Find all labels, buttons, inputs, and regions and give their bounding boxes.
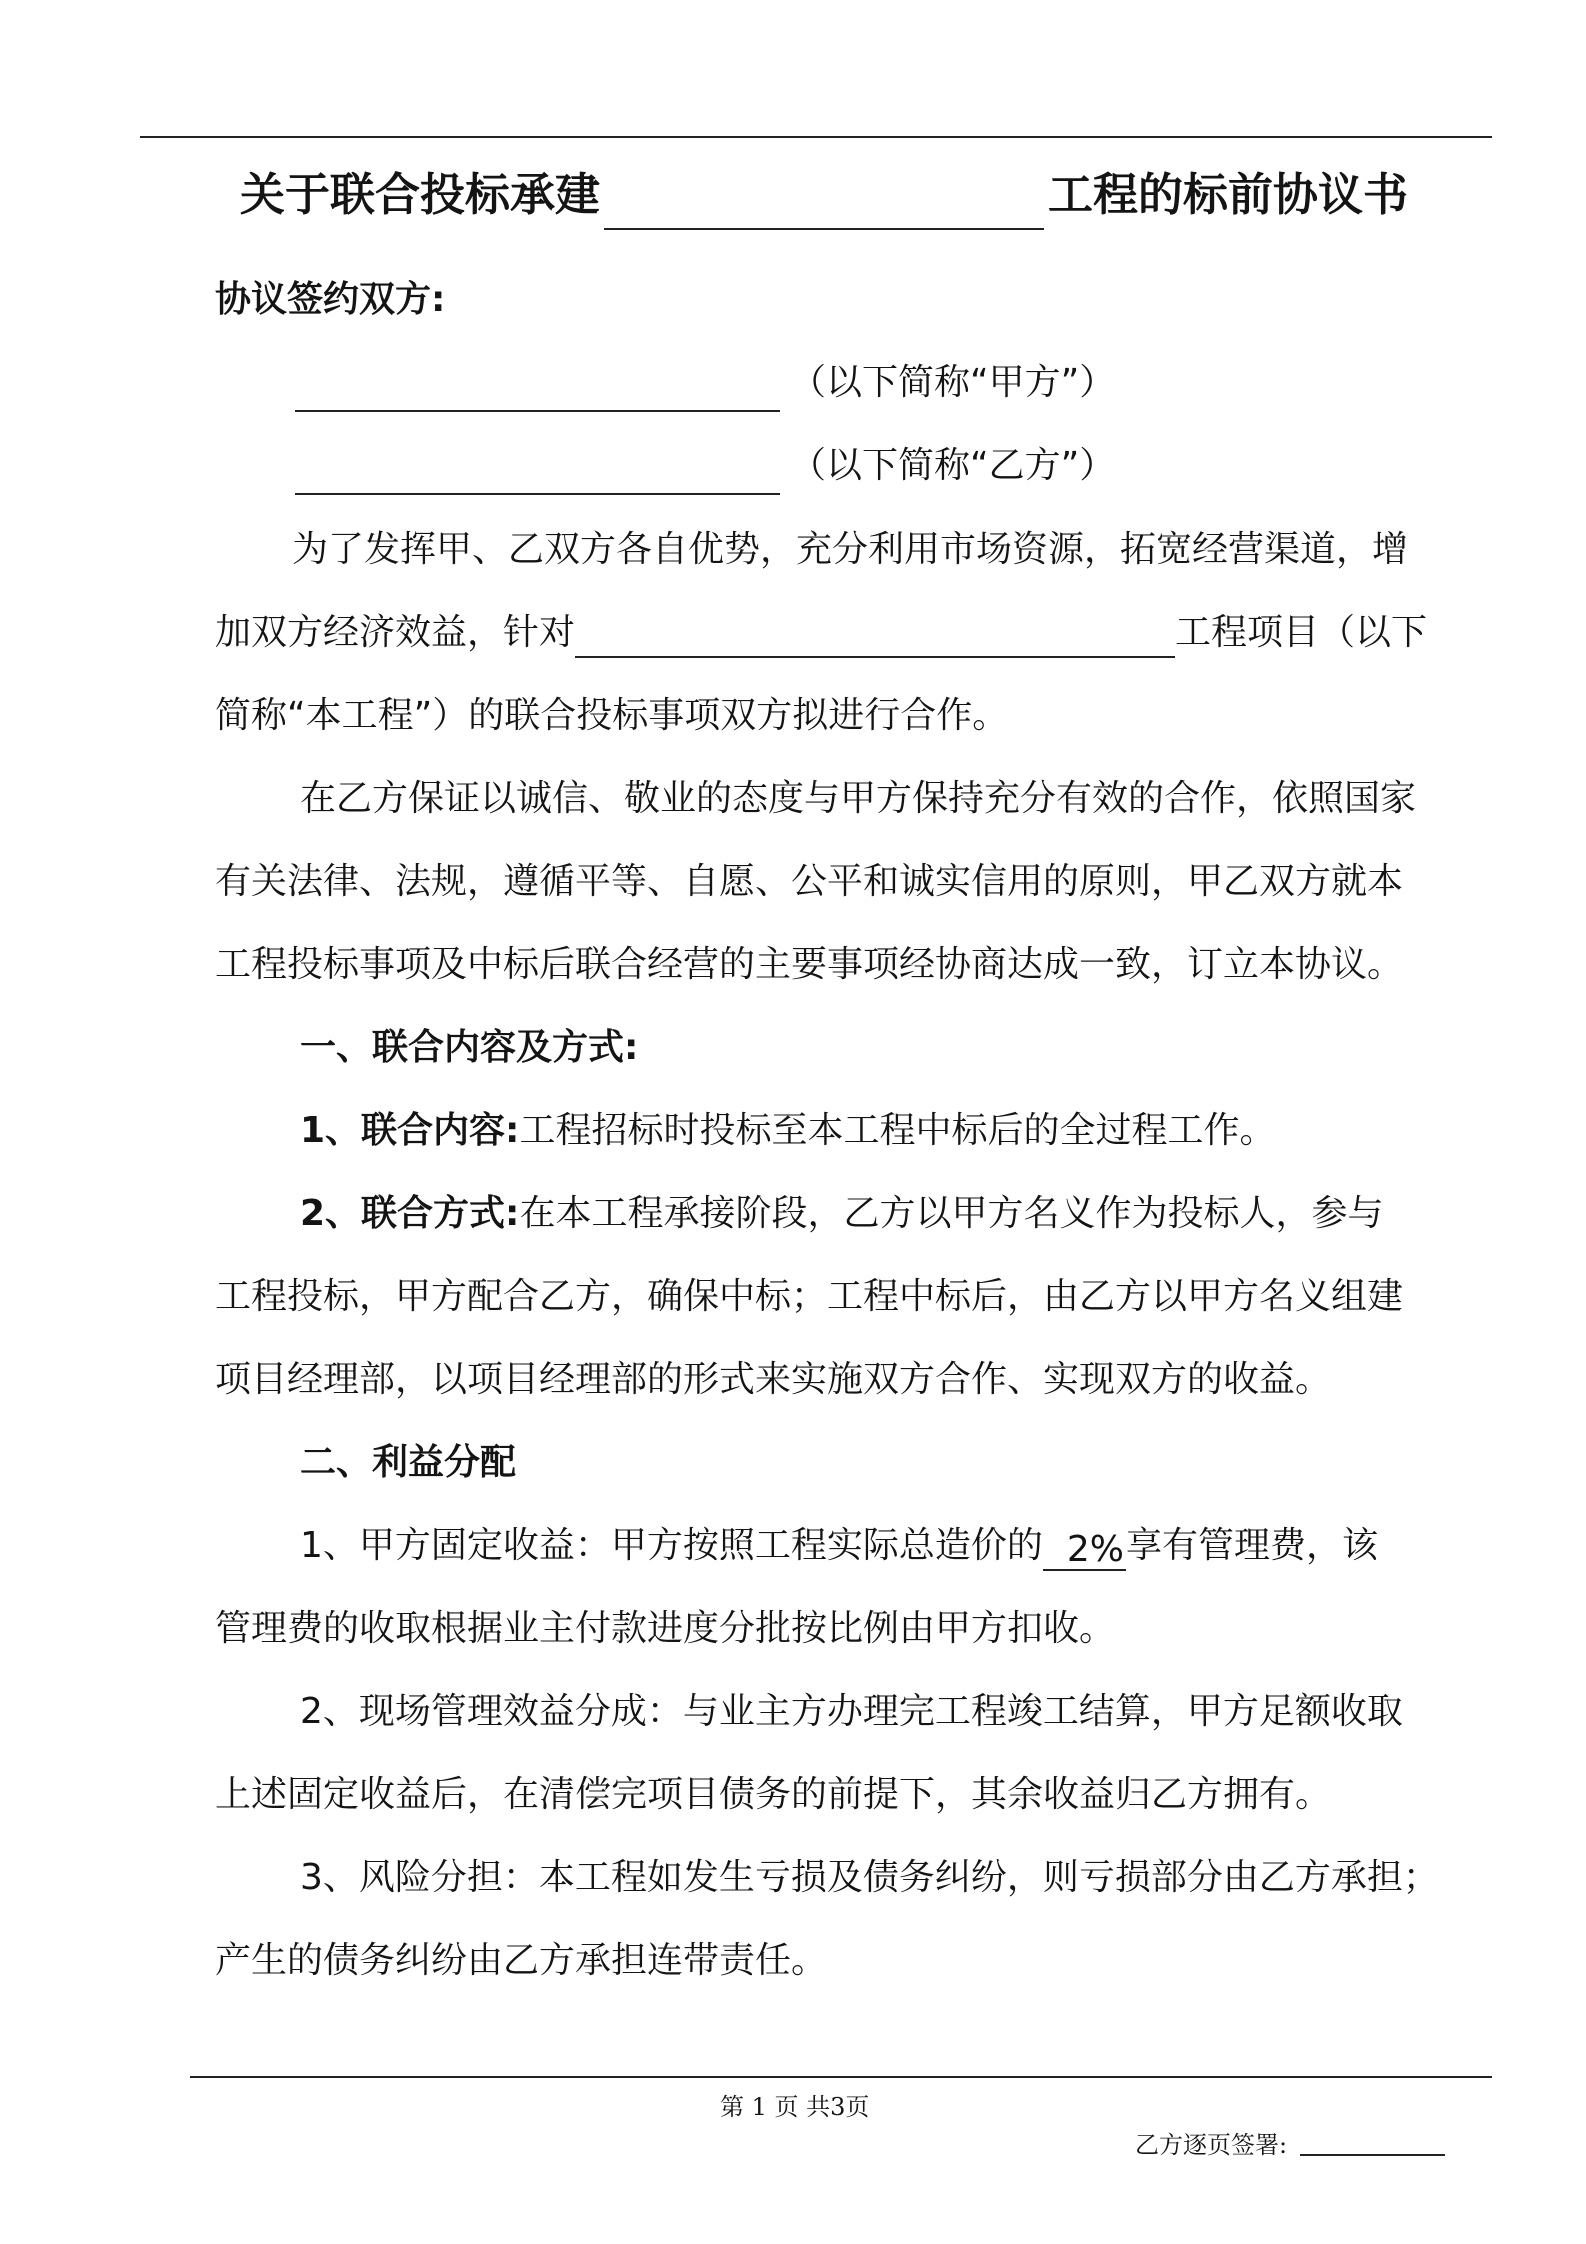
section2-item1-line1: 1、甲方固定收益：甲方按照工程实际总造价的 2%享有管理费，该 [300,1525,1379,1570]
para2-line-3: 工程投标事项及中标后联合经营的主要事项经协商达成一致，订立本协议。 [215,944,1404,985]
section1-item1-label: 1、联合内容: [300,1110,520,1151]
section1-heading: 一、联合内容及方式: [300,1027,639,1068]
signature-label: 乙方逐页签署: [1135,2131,1288,2159]
party-b-suffix: （以下简称“乙方”） [790,445,1116,486]
section1-item2-line3: 项目经理部，以项目经理部的形式来实施双方合作、实现双方的收益。 [215,1359,1332,1400]
para2-line-2: 有关法律、法规，遵循平等、自愿、公平和诚实信用的原则，甲乙双方就本 [215,861,1404,902]
section2-item3-line1: 3、风险分担：本工程如发生亏损及债务纠纷，则亏损部分由乙方承担； [300,1857,1439,1898]
section1-item1: 1、联合内容:工程招标时投标至本工程中标后的全过程工作。 [300,1110,1276,1151]
party-b-blank [295,493,780,495]
title-blank [604,174,1044,230]
intro-line-1: 为了发挥甲、乙双方各自优势，充分利用市场资源，拓宽经营渠道，增 [292,529,1409,570]
intro-line-3: 简称“本工程”）的联合投标事项双方拟进行合作。 [215,695,1009,736]
page-info: 第 1 页 共3页 [720,2093,870,2121]
document-title [240,160,1440,230]
section2-item3-line2: 产生的债务纠纷由乙方承担连带责任。 [215,1940,828,1981]
section1-item2-label: 2、联合方式: [300,1193,520,1234]
intro-line-2: 加双方经济效益，针对 工程项目（以下 [215,608,1427,658]
section2-item2-line1: 2、现场管理效益分成：与业主方办理完工程竣工结算，甲方足额收取 [300,1691,1403,1732]
parties-heading: 协议签约双方: [215,279,446,320]
title-before: 关于联合投标承建 [240,168,601,221]
section1-item2-line1: 2、联合方式:在本工程承接阶段，乙方以甲方名义作为投标人，参与 [300,1193,1384,1234]
project-name-blank [575,616,1175,658]
party-a-blank [295,410,780,412]
management-fee-percent: 2% [1043,1525,1126,1571]
header-rule [140,136,1492,138]
para2-line-1: 在乙方保证以诚信、敬业的态度与甲方保持充分有效的合作，依照国家 [300,778,1417,819]
section1-item2-line2: 工程投标，甲方配合乙方，确保中标；工程中标后，由乙方以甲方名义组建 [215,1276,1404,1317]
section2-item1-line2: 管理费的收取根据业主付款进度分批按比例由甲方扣收。 [215,1608,1116,1649]
section2-item2-line2: 上述固定收益后，在清偿完项目债务的前提下，其余收益归乙方拥有。 [215,1774,1332,1815]
title-after: 工程的标前协议书 [1048,168,1409,221]
footer-rule [190,2076,1492,2078]
section2-heading: 二、利益分配 [300,1442,517,1483]
party-a-suffix: （以下简称“甲方”） [790,362,1116,403]
signature-blank [1300,2154,1445,2156]
